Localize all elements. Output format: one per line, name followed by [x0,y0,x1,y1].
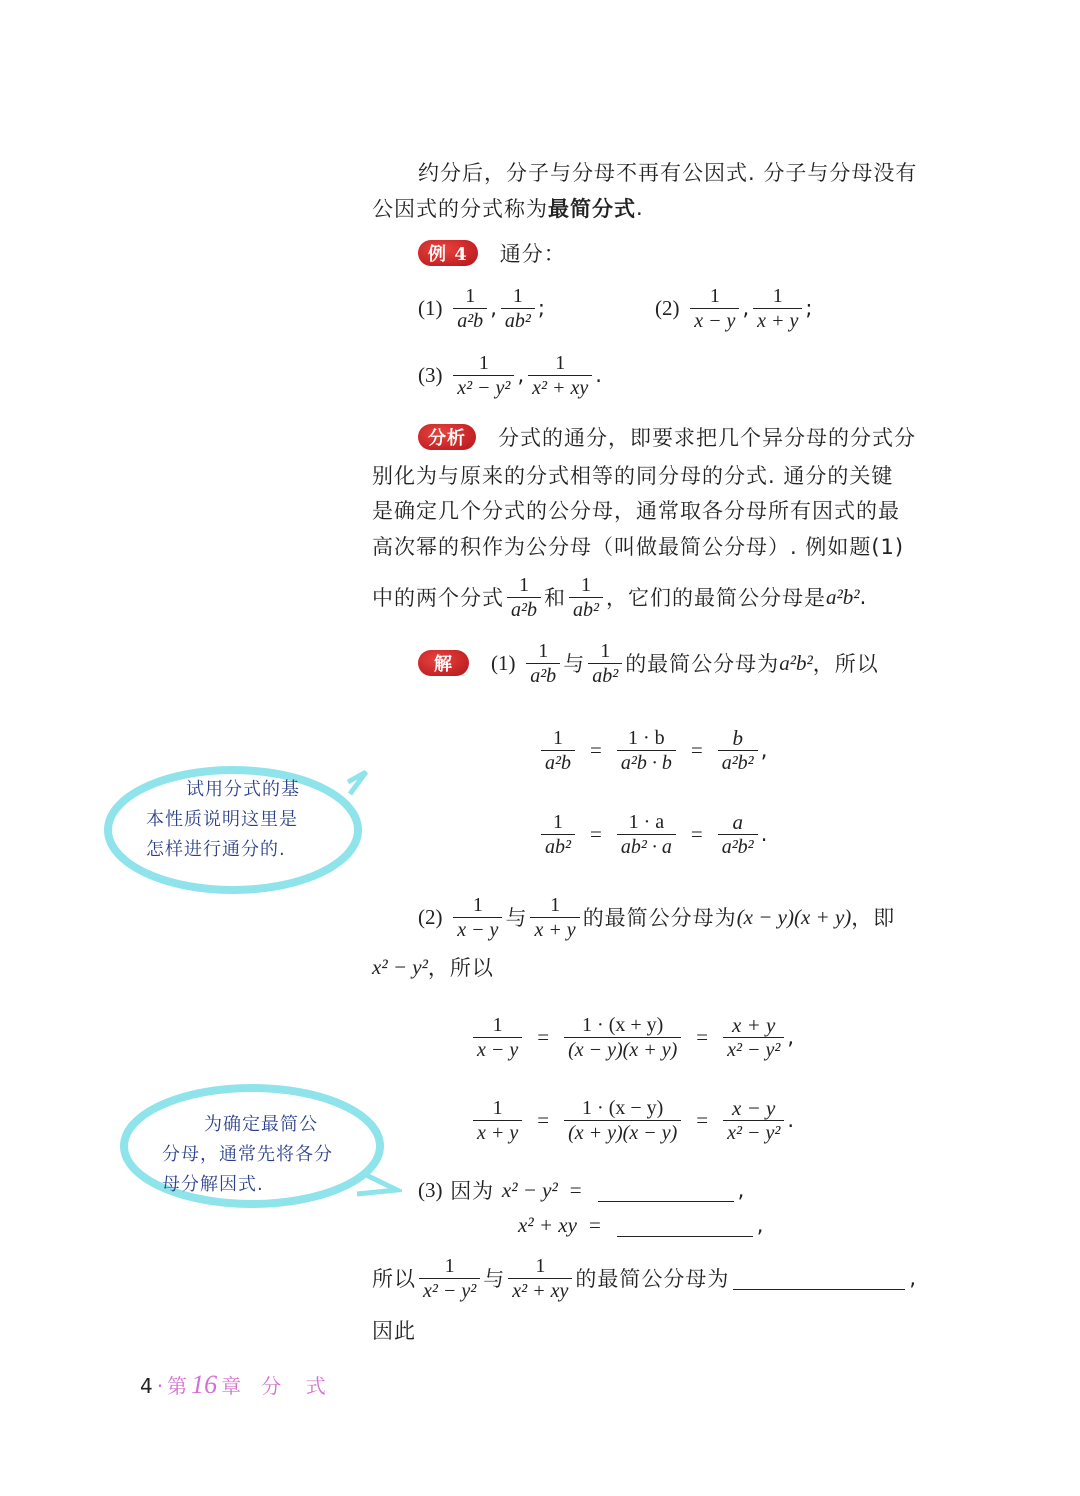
analysis-line-5 [372,572,867,622]
fraction [508,1254,572,1303]
denominator: ab² [501,308,535,333]
text: . [636,196,644,220]
equals: = [590,821,602,846]
numerator: 1 [444,1254,455,1277]
text: 因此 [372,1319,416,1343]
text: ，即 [851,906,896,930]
denominator: x − y [453,917,502,942]
fraction [564,1096,681,1145]
label: (3) [418,1177,443,1202]
text: 的最简公分母为 [625,652,780,676]
sep: . [595,363,603,387]
sep: , [517,363,526,387]
text: 约分后，分子与分母不再有公因式. 分子与分母没有 [418,161,918,185]
fraction [564,1013,681,1062]
text: 公因式的分式称为 [372,197,548,221]
denominator: x − y [690,308,739,333]
text: 别化为与原来的分式相等的同分母的分式. 通分的关键 [372,464,894,488]
example-title: 通分： [499,242,566,266]
fraction [723,1096,784,1145]
denominator: x + y [530,917,579,942]
text: 因为 [450,1179,495,1203]
label: (3) [418,362,443,387]
fraction [541,726,575,775]
denominator: (x − y)(x + y) [564,1037,681,1062]
text: ，所以 [812,652,879,676]
math: a²b² [826,584,860,609]
fraction [569,573,603,622]
fraction [507,573,541,622]
denominator: x² + xy [508,1278,572,1303]
text: 是确定几个分式的公分母，通常取各分母所有因式的最 [372,499,900,523]
chapter-title: 分 式 [261,1374,330,1398]
sep: , [490,296,498,320]
numerator: 1 [709,284,720,307]
fraction [526,639,560,688]
note-line: 分母，通常先将各分 [162,1144,333,1165]
equation-1 [538,725,768,775]
fraction [541,810,575,859]
fraction [473,1096,522,1145]
denominator: x² − y² [723,1120,784,1145]
numerator: 1 [772,284,783,307]
chapter-label: 第 [167,1374,188,1398]
label: (1) [418,295,443,320]
sep: , [742,296,751,320]
numerator: 1 [581,573,591,596]
note-line: 试用分式的基 [186,779,300,800]
fraction [530,893,579,942]
label: (1) [491,650,516,675]
note-line: 怎样进行通分的. [146,839,286,860]
fraction [690,284,739,333]
denominator: x² + xy [528,375,592,400]
text: . [787,1108,796,1132]
chapter-number: 16 [191,1370,218,1399]
fraction [617,726,676,775]
equals: = [537,1024,550,1049]
equals: = [690,737,703,762]
denominator: a²b² [718,834,758,859]
numerator: 1 [553,726,563,749]
note-line: 为确定最简公 [204,1114,318,1135]
text: ，所以 [427,956,494,980]
text: , [760,738,769,762]
denominator: (x + y)(x − y) [564,1120,681,1145]
denominator: x + y [753,308,802,333]
numerator: 1 [519,573,529,596]
text: 与 [483,1267,506,1291]
fraction [419,1254,480,1303]
numerator: a [732,809,743,834]
solution-2 [418,892,895,942]
fraction [617,810,676,859]
fraction [453,284,487,333]
fraction [501,284,535,333]
denominator: x² − y² [419,1278,480,1303]
text: 的最简公分母为 [575,1267,730,1291]
note-2-text [162,1110,333,1200]
sep: ; [805,296,814,320]
fraction [453,893,502,942]
term-simplest-fraction: 最简分式 [548,197,636,221]
text: . [760,822,769,846]
page-footer [140,1370,330,1400]
text: 的最简公分母为 [582,906,737,930]
numerator: 1 · b [628,726,665,749]
text: , [737,1178,746,1202]
numerator: 1 [553,810,563,833]
fraction [718,726,758,775]
note-line: 本性质说明这里是 [146,809,298,830]
equals: = [590,737,602,762]
equals: = [588,1212,601,1237]
denominator: ab² [588,663,622,688]
equals: = [696,1107,709,1132]
analysis-line-4 [372,524,904,568]
numerator: 1 [512,284,523,307]
numerator: 1 [492,1096,503,1119]
numerator: x − y [732,1095,776,1120]
separator: · [156,1374,164,1398]
numerator: 1 [535,1254,546,1277]
denominator: x² − y² [453,375,514,400]
equation-4 [470,1095,795,1145]
text: 与 [563,652,586,676]
text: 分式的通分，即要求把几个异分母的分式分 [498,426,916,450]
numerator: 1 · (x + y) [582,1013,664,1036]
text: , [756,1213,765,1237]
sep: ; [537,296,546,320]
denominator: a²b [507,597,541,622]
denominator: x − y [473,1037,522,1062]
numerator: 1 [492,1013,503,1036]
numerator: x + y [732,1012,776,1037]
solution-3-line-4 [372,1308,416,1352]
chapter-label: 章 [221,1374,242,1398]
text: 与 [505,906,528,930]
equals: = [537,1107,550,1132]
denominator: x² − y² [723,1037,784,1062]
equals: = [569,1177,582,1202]
note-line: 母分解因式. [162,1174,264,1195]
label: (2) [418,904,443,929]
numerator: 1 [600,639,611,662]
answer-blank-2[interactable] [617,1214,753,1237]
answer-blank-1[interactable] [598,1179,734,1202]
text: 所以 [372,1267,416,1291]
problem-2 [655,283,813,333]
text: , [909,1266,918,1290]
equals: = [696,1024,709,1049]
fraction [723,1013,784,1062]
math: (x − y)(x + y) [736,904,852,929]
math: a²b² [779,650,813,675]
fraction [588,639,622,688]
fraction [718,810,758,859]
problem-1 [418,283,546,333]
denominator: a²b² [718,750,758,775]
analysis-badge: 分析 [418,424,476,450]
math: x² − y² [501,1177,558,1202]
denominator: a²b [541,750,575,775]
text: , [787,1025,796,1049]
numerator: 1 [555,351,566,374]
example-badge: 例 4 [418,240,478,266]
denominator: ab² [569,597,603,622]
note-1-text [146,775,300,865]
denominator: x + y [473,1120,522,1145]
intro-line-2 [372,186,644,230]
equals: = [690,821,703,846]
denominator: a²b [453,308,487,333]
answer-blank-3[interactable] [733,1267,905,1290]
label: (2) [655,295,680,320]
numerator: 1 · (x − y) [582,1096,664,1119]
numerator: 1 · a [628,810,665,833]
solution-3-line-2 [518,1203,764,1247]
solution-badge: 解 [418,650,469,676]
text: . [859,585,868,609]
numerator: 1 [550,893,561,916]
fraction [753,284,802,333]
solution-3-line-3 [372,1253,917,1303]
fraction [453,351,514,400]
numerator: 1 [478,351,489,374]
equation-3 [470,1012,795,1062]
text: 高次幂的积作为公分母（叫做最简公分母）. 例如题(1) [372,535,905,559]
numerator: 1 [472,893,483,916]
denominator: a²b [526,663,560,688]
math: x² + xy [518,1212,577,1237]
problem-3 [418,350,603,400]
text: 和 [544,586,566,610]
numerator: 1 [538,639,549,662]
example-header [418,231,566,275]
fraction [473,1013,522,1062]
solution-1 [418,638,879,688]
fraction [528,351,592,400]
numerator: b [732,725,743,750]
text: 中的两个分式 [372,586,504,610]
page-number: 4 [140,1374,153,1398]
math: x² − y² [372,954,428,979]
equation-2 [538,809,768,859]
denominator: a²b · b [617,750,676,775]
solution-2-line-2 [372,945,494,989]
denominator: ab² · a [617,834,676,859]
denominator: ab² [541,834,575,859]
numerator: 1 [465,284,476,307]
text: ，它们的最简公分母是 [606,586,826,610]
